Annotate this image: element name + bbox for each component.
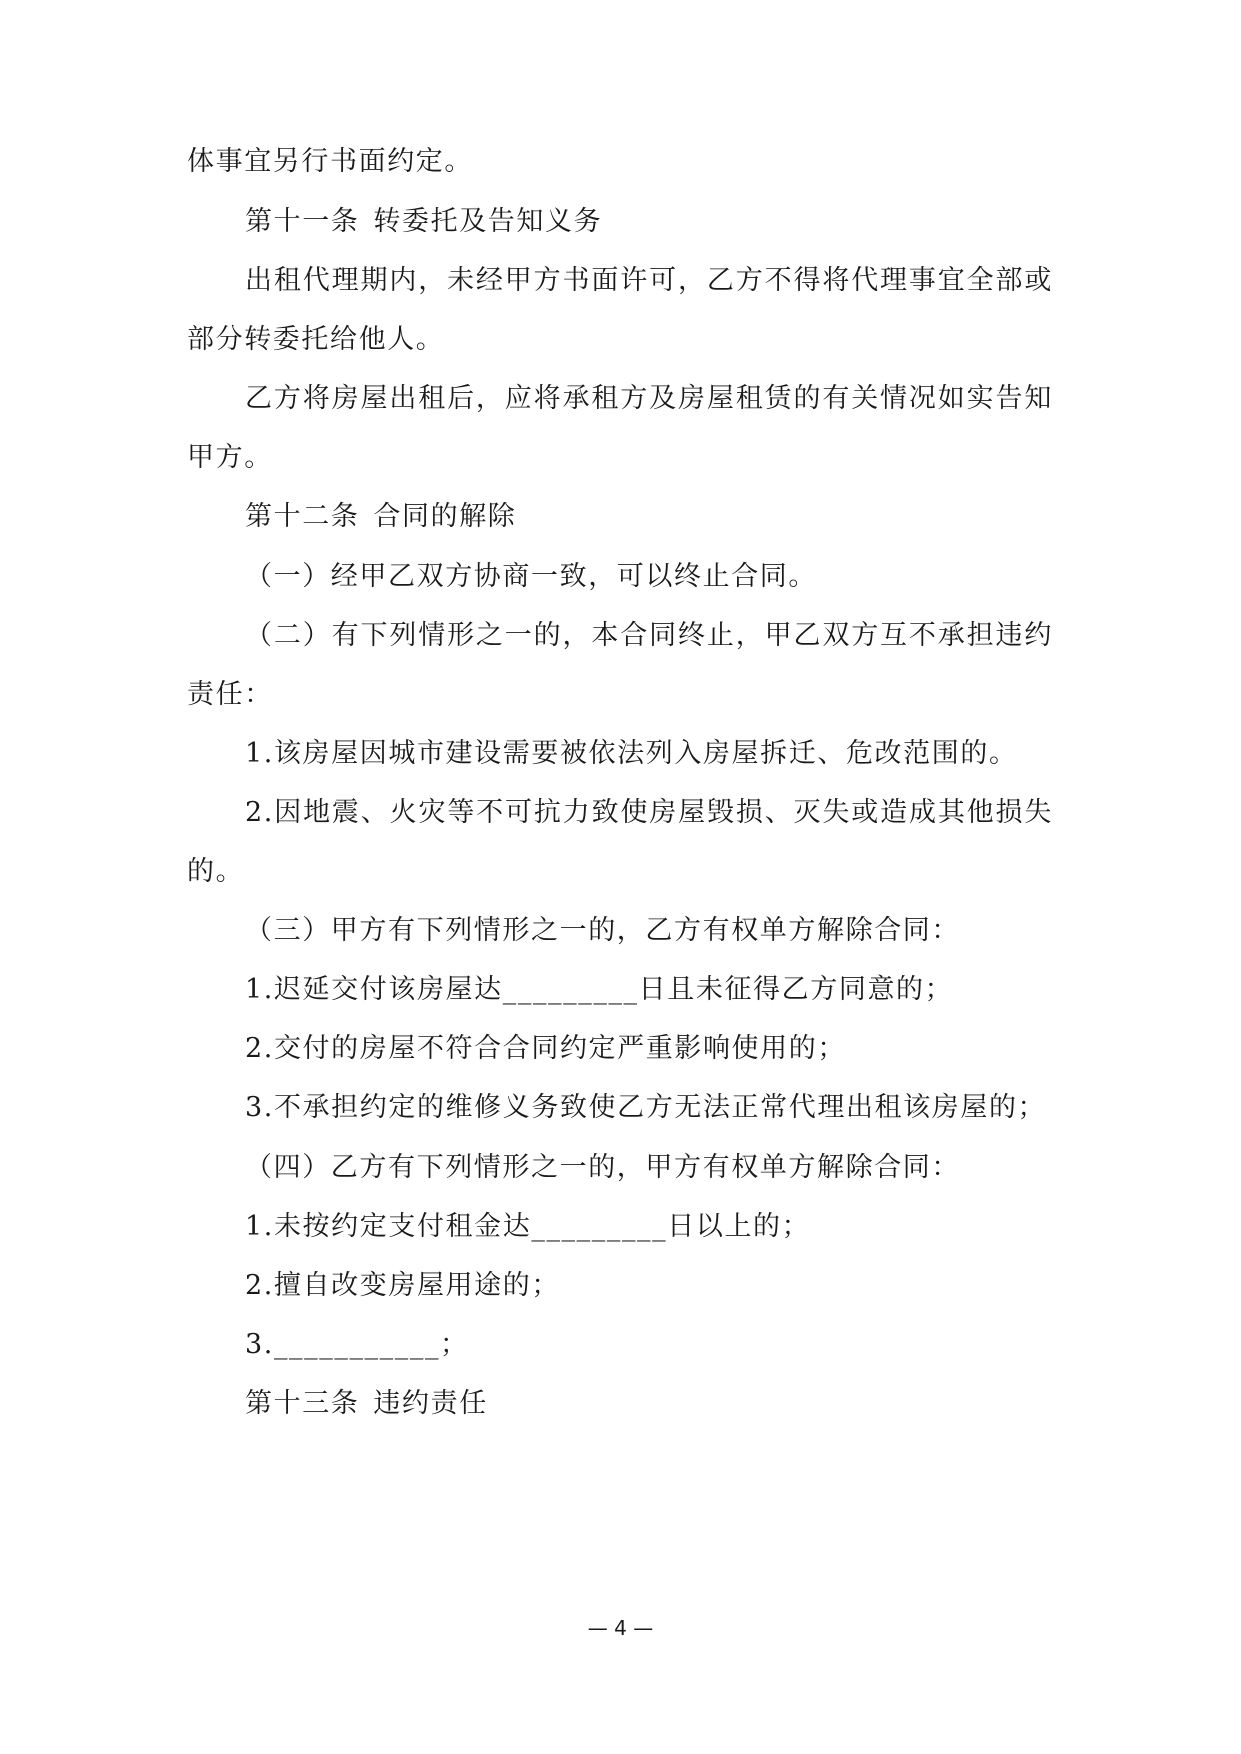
list-item: 2.因地震、火灾等不可抗力致使房屋毁损、灭失或造成其他损失 [245, 797, 1053, 828]
paragraph-line: 出租代理期内，未经甲方书面许可，乙方不得将代理事宜全部或 [245, 265, 1053, 296]
list-item: 3.___________； [245, 1329, 469, 1360]
clause-line: （二）有下列情形之一的，本合同终止，甲乙双方互不承担违约 [245, 620, 1053, 651]
article-number: 第十三条 [245, 1388, 360, 1419]
article-12-heading [245, 497, 516, 537]
list-item: 1.该房屋因城市建设需要被依法列入房屋拆迁、危改范围的。 [245, 738, 1018, 769]
clause-line: （三）甲方有下列情形之一的，乙方有权单方解除合同： [245, 915, 960, 946]
list-item: 2.擅自改变房屋用途的； [245, 1270, 560, 1301]
clause-line: （四）乙方有下列情形之一的，甲方有权单方解除合同： [245, 1152, 960, 1183]
article-number: 第十二条 [245, 501, 360, 532]
paragraph-line: 体事宜另行书面约定。 [187, 146, 473, 177]
list-item: 1.迟延交付该房屋达_________日且未征得乙方同意的； [245, 974, 954, 1005]
article-title: 转委托及告知义务 [373, 206, 603, 237]
clause-line: 责任： [187, 679, 273, 710]
article-11-heading [245, 202, 602, 242]
article-13-heading [245, 1384, 488, 1424]
list-item: 3.不承担约定的维修义务致使乙方无法正常代理出租该房屋的； [245, 1092, 1047, 1123]
paragraph-line: 乙方将房屋出租后，应将承租方及房屋租赁的有关情况如实告知 [245, 383, 1053, 414]
paragraph-line: 甲方。 [187, 442, 273, 473]
clause-line: （一）经甲乙双方协商一致，可以终止合同。 [245, 561, 817, 592]
article-number: 第十一条 [245, 206, 360, 237]
paragraph-line: 部分转委托给他人。 [187, 324, 445, 355]
article-title: 违约责任 [373, 1388, 488, 1419]
list-item: 1.未按约定支付租金达_________日以上的； [245, 1211, 811, 1242]
article-title: 合同的解除 [373, 501, 517, 532]
page-number: — 4 — [587, 1616, 654, 1640]
list-item: 的。 [187, 856, 245, 887]
list-item: 2.交付的房屋不符合合同约定严重影响使用的； [245, 1033, 846, 1064]
